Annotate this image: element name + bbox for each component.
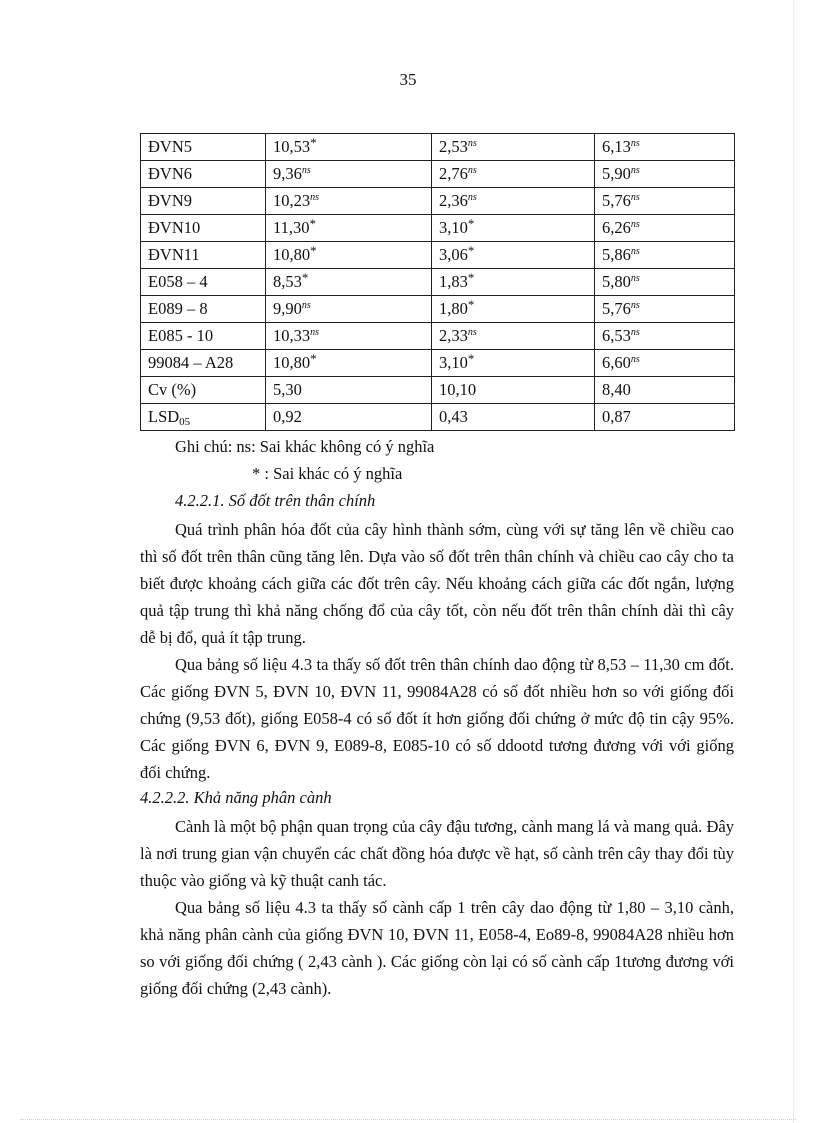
cell-value: E085 - 10 [148,326,214,345]
value-cell [266,323,432,350]
value-cell [266,377,432,404]
significance-mark: * [467,216,475,231]
significance-mark: * [467,351,475,366]
cell-value: 5,80 [602,272,631,291]
table-row [141,323,735,350]
value-cell [432,377,595,404]
cell-value: 8,53 [273,272,302,291]
cell-value: 10,33 [273,326,311,345]
variety-cell [141,323,266,350]
cell-value: 10,10 [439,380,477,399]
value-cell [595,377,735,404]
significance-mark: ns [630,192,640,203]
value-cell [266,134,432,161]
significance-mark: * [310,243,317,258]
value-cell [595,350,735,377]
cell-value: 1,83 [439,272,468,291]
cell-value: 5,76 [602,191,631,210]
significance-mark: * [310,135,317,150]
value-cell [432,404,595,431]
value-cell [432,296,595,323]
value-cell [595,242,735,269]
cell-value: 3,10 [439,218,468,237]
cell-value: 0,87 [602,407,631,426]
table-row [141,242,735,269]
cell-value: ĐVN5 [148,137,192,156]
page-bottom-guide [20,1119,796,1120]
significance-mark: ns [630,273,640,284]
value-cell [432,269,595,296]
significance-mark: ns [630,165,640,176]
cell-value: 9,90 [273,299,302,318]
significance-mark: ns [467,192,477,203]
cell-value: 6,26 [602,218,631,237]
value-cell [266,215,432,242]
cell-value: 10,23 [273,191,311,210]
variety-cell [141,215,266,242]
cell-value: 0,43 [439,407,468,426]
value-cell [432,242,595,269]
value-cell [266,269,432,296]
significance-mark: * [467,270,475,285]
cell-value: 3,06 [439,245,468,264]
cell-value: ĐVN10 [148,218,201,237]
cell-value: 2,33 [439,326,468,345]
paragraph-branch-intro: Cành là một bộ phận quan trọng của cây đậu tương, cành mang lá và mang quả. Đây là nơi trung gian vận chuyển các chất đồng hóa được về hạt, số cành trên cây thay đổi tùy thuộc vào giống và kỹ thuật canh tác. [140,817,734,890]
cell-value: 6,13 [602,137,631,156]
value-cell [432,215,595,242]
table-note-ns: Ghi chú: ns: Sai khác không có ý nghĩa [175,437,435,456]
table-row [141,188,735,215]
cell-value: 2,76 [439,164,468,183]
significance-mark: ns [467,327,477,338]
cell-value: 2,36 [439,191,468,210]
variety-cell [141,188,266,215]
cell-value: 6,60 [602,353,631,372]
value-cell [595,161,735,188]
cell-value: 3,10 [439,353,468,372]
significance-mark: * [310,351,317,366]
value-cell [595,215,735,242]
table-row [141,404,735,431]
cell-value: 10,80 [273,353,311,372]
cell-value: 5,90 [602,164,631,183]
value-cell [432,134,595,161]
value-cell [595,134,735,161]
variety-cell [141,404,266,431]
results-table-body [141,134,735,431]
cell-value: Cv (%) [148,380,197,399]
cell-value: 9,36 [273,164,302,183]
variety-cell [141,161,266,188]
cell-value: ĐVN9 [148,191,192,210]
cell-value: 6,53 [602,326,631,345]
cell-value: 10,53 [273,137,311,156]
significance-mark: * [467,297,475,312]
page-edge-guide [793,0,794,1123]
variety-cell [141,377,266,404]
cell-value: 10,80 [273,245,311,264]
table-row [141,296,735,323]
paragraph-node-results: Qua bảng số liệu 4.3 ta thấy số đốt trên thân chính dao động từ 8,53 – 11,30 cm đốt. Các giống ĐVN 5, ĐVN 10, ĐVN 11, 99084A28 có số đốt nhiều hơn so với giống đối chứng (9,53 đốt), giống E058-4 có số đốt ít hơn giống đối chứng ở mức độ tin cậy 95%. Các giống ĐVN 6, ĐVN 9, E089-8, E085-10 có số ddootd tương đương với với giống đối chứng. [140,655,734,782]
significance-mark: ns [301,300,311,311]
cell-value: 5,86 [602,245,631,264]
section-heading-node-count: 4.2.2.1. Số đốt trên thân chính [175,491,376,510]
significance-mark: * [309,216,317,231]
value-cell [595,269,735,296]
cell-value: ĐVN11 [148,245,200,264]
significance-mark: * [301,270,309,285]
significance-mark: ns [301,165,311,176]
page-number: 35 [399,70,417,89]
table-row [141,377,735,404]
value-cell [266,350,432,377]
cell-value: 8,40 [602,380,631,399]
significance-mark: ns [310,192,320,203]
value-cell [266,242,432,269]
value-cell [432,188,595,215]
paragraph-branch-results: Qua bảng số liệu 4.3 ta thấy số cành cấp 1 trên cây dao động từ 1,80 – 3,10 cành, khả năng phân cành của giống ĐVN 10, ĐVN 11, E058-4, Eo89-8, 99084A28 nhiều hơn so với giống đối chứng ( 2,43 cành ). Các giống còn lại có số cành cấp 1tương đương với giống đối chứng (2,43 cành). [140,898,734,998]
section-heading-branching: 4.2.2.2. Khả năng phân cành [140,788,332,807]
results-table [140,133,735,431]
table-row [141,269,735,296]
variety-cell [141,134,266,161]
significance-mark: ns [630,246,640,257]
significance-mark: ns [630,138,640,149]
cell-value: 5,30 [273,380,302,399]
value-cell [595,296,735,323]
significance-mark: ns [630,354,640,365]
value-cell [266,161,432,188]
value-cell [595,323,735,350]
variety-cell [141,350,266,377]
significance-mark: ns [467,138,477,149]
table-note-star: * : Sai khác có ý nghĩa [252,464,403,483]
variety-cell [141,242,266,269]
value-cell [595,188,735,215]
cell-value: E058 – 4 [148,272,208,291]
value-cell [266,188,432,215]
value-cell [432,350,595,377]
significance-mark: * [467,243,475,258]
subscript: 05 [179,416,191,428]
table-row [141,350,735,377]
variety-cell [141,296,266,323]
value-cell [432,161,595,188]
table-row [141,215,735,242]
cell-value: 1,80 [439,299,468,318]
value-cell [432,323,595,350]
significance-mark: ns [467,165,477,176]
cell-value: 11,30 [273,218,310,237]
cell-value: ĐVN6 [148,164,192,183]
significance-mark: ns [630,300,640,311]
cell-value: E089 – 8 [148,299,208,318]
cell-value: LSD [148,407,180,426]
cell-value: 5,76 [602,299,631,318]
cell-value: 0,92 [273,407,302,426]
cell-value: 99084 – A28 [148,353,234,372]
significance-mark: ns [310,327,320,338]
table-row [141,134,735,161]
table-row [141,161,735,188]
cell-value: 2,53 [439,137,468,156]
variety-cell [141,269,266,296]
value-cell [266,296,432,323]
significance-mark: ns [630,327,640,338]
value-cell [266,404,432,431]
significance-mark: ns [630,219,640,230]
value-cell [595,404,735,431]
paragraph-node-intro: Quá trình phân hóa đốt của cây hình thành sớm, cùng với sự tăng lên về chiều cao thì số đốt trên thân cũng tăng lên. Dựa vào số đốt trên thân chính và chiều cao cây cho ta biết được khoảng cách giữa các đốt trên cây. Nếu khoảng cách giữa các đốt ngắn, lượng quả tập trung thì khả năng chống đổ của cây tốt, còn nếu đốt trên thân chính dài thì cây dễ bị đổ, quả ít tập trung. [140,520,734,647]
